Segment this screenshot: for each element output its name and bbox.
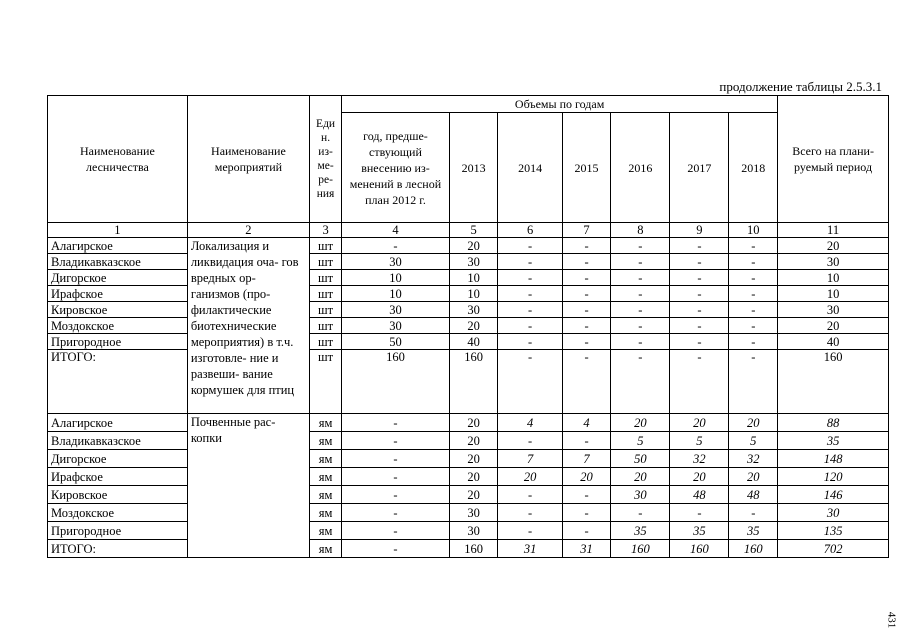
unit-cell: шт: [310, 286, 342, 302]
y2014-cell: -: [498, 350, 562, 414]
table-row: [48, 270, 889, 286]
y2017-cell: 32: [670, 450, 729, 468]
y2018-cell: -: [729, 334, 778, 350]
y2013-cell: 20: [449, 486, 498, 504]
y2014-cell: -: [498, 334, 562, 350]
y2016-cell: 5: [611, 432, 670, 450]
y2016-cell: -: [611, 318, 670, 334]
table-row: [48, 450, 889, 468]
header-prior-year: год, предше- ствующий внесению из- менений в лесной план 2012 г.: [342, 113, 450, 223]
forestry-name-cell: Моздокское: [48, 504, 188, 522]
column-number: 9: [670, 223, 729, 238]
y2017-cell: -: [670, 302, 729, 318]
y2013-cell: 20: [449, 468, 498, 486]
y2017-cell: -: [670, 318, 729, 334]
column-number: 6: [498, 223, 562, 238]
activity-name-cell: Локализация и ликвидация оча- гов вредных ор- ганизмов (про- филактические биотехнические мероприятия) в т.ч. изготовле- ние и развеши- вание кормушек для птиц: [187, 238, 309, 414]
header-2017: 2017: [670, 113, 729, 223]
y2018-cell: -: [729, 254, 778, 270]
column-number: 7: [562, 223, 611, 238]
y2013-cell: 30: [449, 522, 498, 540]
header-forestry: Наименование лесничества: [48, 96, 188, 223]
y2013-cell: 20: [449, 318, 498, 334]
unit-cell: ям: [310, 522, 342, 540]
header-2015: 2015: [562, 113, 611, 223]
forestry-name-cell: Кировское: [48, 486, 188, 504]
unit-cell: ям: [310, 414, 342, 432]
total-cell: 10: [778, 286, 889, 302]
y2014-cell: 31: [498, 540, 562, 558]
table-row: [48, 286, 889, 302]
y2013-cell: 30: [449, 504, 498, 522]
y2018-cell: -: [729, 286, 778, 302]
prior-cell: 10: [342, 286, 450, 302]
total-cell: 40: [778, 334, 889, 350]
total-cell: 10: [778, 270, 889, 286]
unit-cell: шт: [310, 238, 342, 254]
y2017-cell: 20: [670, 414, 729, 432]
column-number: 5: [449, 223, 498, 238]
y2018-cell: 48: [729, 486, 778, 504]
forestry-name-cell: ИТОГО:: [48, 540, 188, 558]
column-number: 10: [729, 223, 778, 238]
y2016-cell: -: [611, 238, 670, 254]
y2014-cell: -: [498, 432, 562, 450]
y2013-cell: 30: [449, 302, 498, 318]
prior-cell: -: [342, 414, 450, 432]
y2013-cell: 30: [449, 254, 498, 270]
y2016-cell: -: [611, 270, 670, 286]
table-row: [48, 318, 889, 334]
y2014-cell: -: [498, 254, 562, 270]
y2017-cell: 5: [670, 432, 729, 450]
header-2016: 2016: [611, 113, 670, 223]
table-row: [48, 432, 889, 450]
y2015-cell: -: [562, 302, 611, 318]
y2014-cell: 7: [498, 450, 562, 468]
table-row: [48, 302, 889, 318]
prior-cell: 160: [342, 350, 450, 414]
table-caption: продолжение таблицы 2.5.3.1: [719, 79, 882, 94]
y2013-cell: 10: [449, 270, 498, 286]
prior-cell: -: [342, 522, 450, 540]
table-row: [48, 254, 889, 270]
header-volumes: Объемы по годам: [342, 96, 778, 113]
forestry-name-cell: Кировское: [48, 302, 188, 318]
total-cell: 88: [778, 414, 889, 432]
total-cell: 35: [778, 432, 889, 450]
forestry-name-cell: Дигорское: [48, 270, 188, 286]
table-row: [48, 486, 889, 504]
y2017-cell: -: [670, 350, 729, 414]
column-number-row: [48, 223, 889, 238]
y2018-cell: -: [729, 238, 778, 254]
header-unit: Еди н. из- ме- ре- ния: [310, 96, 342, 223]
forestry-name-cell: Алагирское: [48, 414, 188, 432]
y2016-cell: -: [611, 302, 670, 318]
y2013-cell: 40: [449, 334, 498, 350]
activity-name-cell: Почвенные рас- копки: [187, 414, 309, 558]
header-total: Всего на плани- руемый период: [778, 96, 889, 223]
prior-cell: -: [342, 238, 450, 254]
prior-cell: -: [342, 468, 450, 486]
y2018-cell: 32: [729, 450, 778, 468]
unit-cell: шт: [310, 350, 342, 414]
y2014-cell: -: [498, 522, 562, 540]
unit-cell: ям: [310, 486, 342, 504]
header-2013: 2013: [449, 113, 498, 223]
y2013-cell: 160: [449, 540, 498, 558]
table-row: [48, 504, 889, 522]
column-number: 4: [342, 223, 450, 238]
prior-cell: 50: [342, 334, 450, 350]
y2016-cell: 20: [611, 468, 670, 486]
y2013-cell: 20: [449, 450, 498, 468]
y2014-cell: 20: [498, 468, 562, 486]
y2017-cell: 35: [670, 522, 729, 540]
prior-cell: -: [342, 540, 450, 558]
total-cell: 702: [778, 540, 889, 558]
y2015-cell: -: [562, 286, 611, 302]
y2014-cell: -: [498, 504, 562, 522]
prior-cell: -: [342, 504, 450, 522]
y2015-cell: -: [562, 504, 611, 522]
forestry-name-cell: Дигорское: [48, 450, 188, 468]
total-cell: 30: [778, 254, 889, 270]
unit-cell: ям: [310, 504, 342, 522]
y2018-cell: 35: [729, 522, 778, 540]
y2013-cell: 10: [449, 286, 498, 302]
y2016-cell: -: [611, 254, 670, 270]
y2014-cell: -: [498, 238, 562, 254]
unit-cell: ям: [310, 540, 342, 558]
y2018-cell: -: [729, 504, 778, 522]
total-cell: 20: [778, 318, 889, 334]
y2015-cell: -: [562, 318, 611, 334]
y2017-cell: 20: [670, 468, 729, 486]
table-row: [48, 522, 889, 540]
forestry-name-cell: ИТОГО:: [48, 350, 188, 414]
header-2018: 2018: [729, 113, 778, 223]
y2013-cell: 160: [449, 350, 498, 414]
forestry-name-cell: Ирафское: [48, 286, 188, 302]
forestry-name-cell: Алагирское: [48, 238, 188, 254]
y2018-cell: -: [729, 270, 778, 286]
y2016-cell: 160: [611, 540, 670, 558]
forestry-name-cell: Моздокское: [48, 318, 188, 334]
total-cell: 148: [778, 450, 889, 468]
y2018-cell: -: [729, 302, 778, 318]
column-number: 11: [778, 223, 889, 238]
y2018-cell: 160: [729, 540, 778, 558]
unit-cell: шт: [310, 318, 342, 334]
table-row: [48, 540, 889, 558]
y2015-cell: -: [562, 334, 611, 350]
y2016-cell: -: [611, 504, 670, 522]
page-number: 431: [884, 611, 897, 629]
y2017-cell: -: [670, 270, 729, 286]
y2014-cell: 4: [498, 414, 562, 432]
prior-cell: -: [342, 432, 450, 450]
y2013-cell: 20: [449, 414, 498, 432]
y2016-cell: -: [611, 350, 670, 414]
prior-cell: 10: [342, 270, 450, 286]
y2017-cell: -: [670, 286, 729, 302]
y2013-cell: 20: [449, 432, 498, 450]
table-row: [48, 414, 889, 432]
unit-cell: шт: [310, 254, 342, 270]
y2014-cell: -: [498, 286, 562, 302]
y2016-cell: 50: [611, 450, 670, 468]
y2015-cell: 4: [562, 414, 611, 432]
unit-cell: ям: [310, 468, 342, 486]
prior-cell: -: [342, 450, 450, 468]
y2016-cell: 20: [611, 414, 670, 432]
total-cell: 30: [778, 504, 889, 522]
unit-cell: шт: [310, 270, 342, 286]
column-number: 8: [611, 223, 670, 238]
table-row: [48, 468, 889, 486]
y2017-cell: -: [670, 254, 729, 270]
prior-cell: 30: [342, 318, 450, 334]
y2017-cell: 160: [670, 540, 729, 558]
y2018-cell: 5: [729, 432, 778, 450]
y2014-cell: -: [498, 270, 562, 286]
forestry-name-cell: Владикавказское: [48, 432, 188, 450]
header-2014: 2014: [498, 113, 562, 223]
forestry-name-cell: Ирафское: [48, 468, 188, 486]
unit-cell: ям: [310, 450, 342, 468]
column-number: 2: [187, 223, 309, 238]
total-cell: 160: [778, 350, 889, 414]
y2017-cell: -: [670, 238, 729, 254]
unit-cell: шт: [310, 302, 342, 318]
y2013-cell: 20: [449, 238, 498, 254]
y2015-cell: -: [562, 350, 611, 414]
y2014-cell: -: [498, 318, 562, 334]
y2018-cell: -: [729, 318, 778, 334]
table-row: [48, 334, 889, 350]
y2018-cell: 20: [729, 468, 778, 486]
forestry-name-cell: Пригородное: [48, 522, 188, 540]
y2016-cell: 30: [611, 486, 670, 504]
forest-activities-table: [47, 95, 889, 558]
y2014-cell: -: [498, 302, 562, 318]
y2016-cell: -: [611, 286, 670, 302]
prior-cell: -: [342, 486, 450, 504]
y2015-cell: -: [562, 486, 611, 504]
y2014-cell: -: [498, 486, 562, 504]
total-cell: 20: [778, 238, 889, 254]
unit-cell: шт: [310, 334, 342, 350]
y2017-cell: 48: [670, 486, 729, 504]
y2015-cell: -: [562, 522, 611, 540]
y2015-cell: -: [562, 254, 611, 270]
y2017-cell: -: [670, 334, 729, 350]
column-number: 3: [310, 223, 342, 238]
y2016-cell: 35: [611, 522, 670, 540]
y2016-cell: -: [611, 334, 670, 350]
total-cell: 120: [778, 468, 889, 486]
y2015-cell: -: [562, 238, 611, 254]
forestry-name-cell: Пригородное: [48, 334, 188, 350]
table-row: [48, 238, 889, 254]
y2018-cell: -: [729, 350, 778, 414]
y2018-cell: 20: [729, 414, 778, 432]
y2017-cell: -: [670, 504, 729, 522]
unit-cell: ям: [310, 432, 342, 450]
total-cell: 30: [778, 302, 889, 318]
y2015-cell: 31: [562, 540, 611, 558]
total-cell: 146: [778, 486, 889, 504]
y2015-cell: -: [562, 270, 611, 286]
y2015-cell: 20: [562, 468, 611, 486]
y2015-cell: 7: [562, 450, 611, 468]
header-activity: Наименование мероприятий: [187, 96, 309, 223]
prior-cell: 30: [342, 302, 450, 318]
y2015-cell: -: [562, 432, 611, 450]
total-cell: 135: [778, 522, 889, 540]
prior-cell: 30: [342, 254, 450, 270]
column-number: 1: [48, 223, 188, 238]
table-row: [48, 350, 889, 414]
forestry-name-cell: Владикавказское: [48, 254, 188, 270]
